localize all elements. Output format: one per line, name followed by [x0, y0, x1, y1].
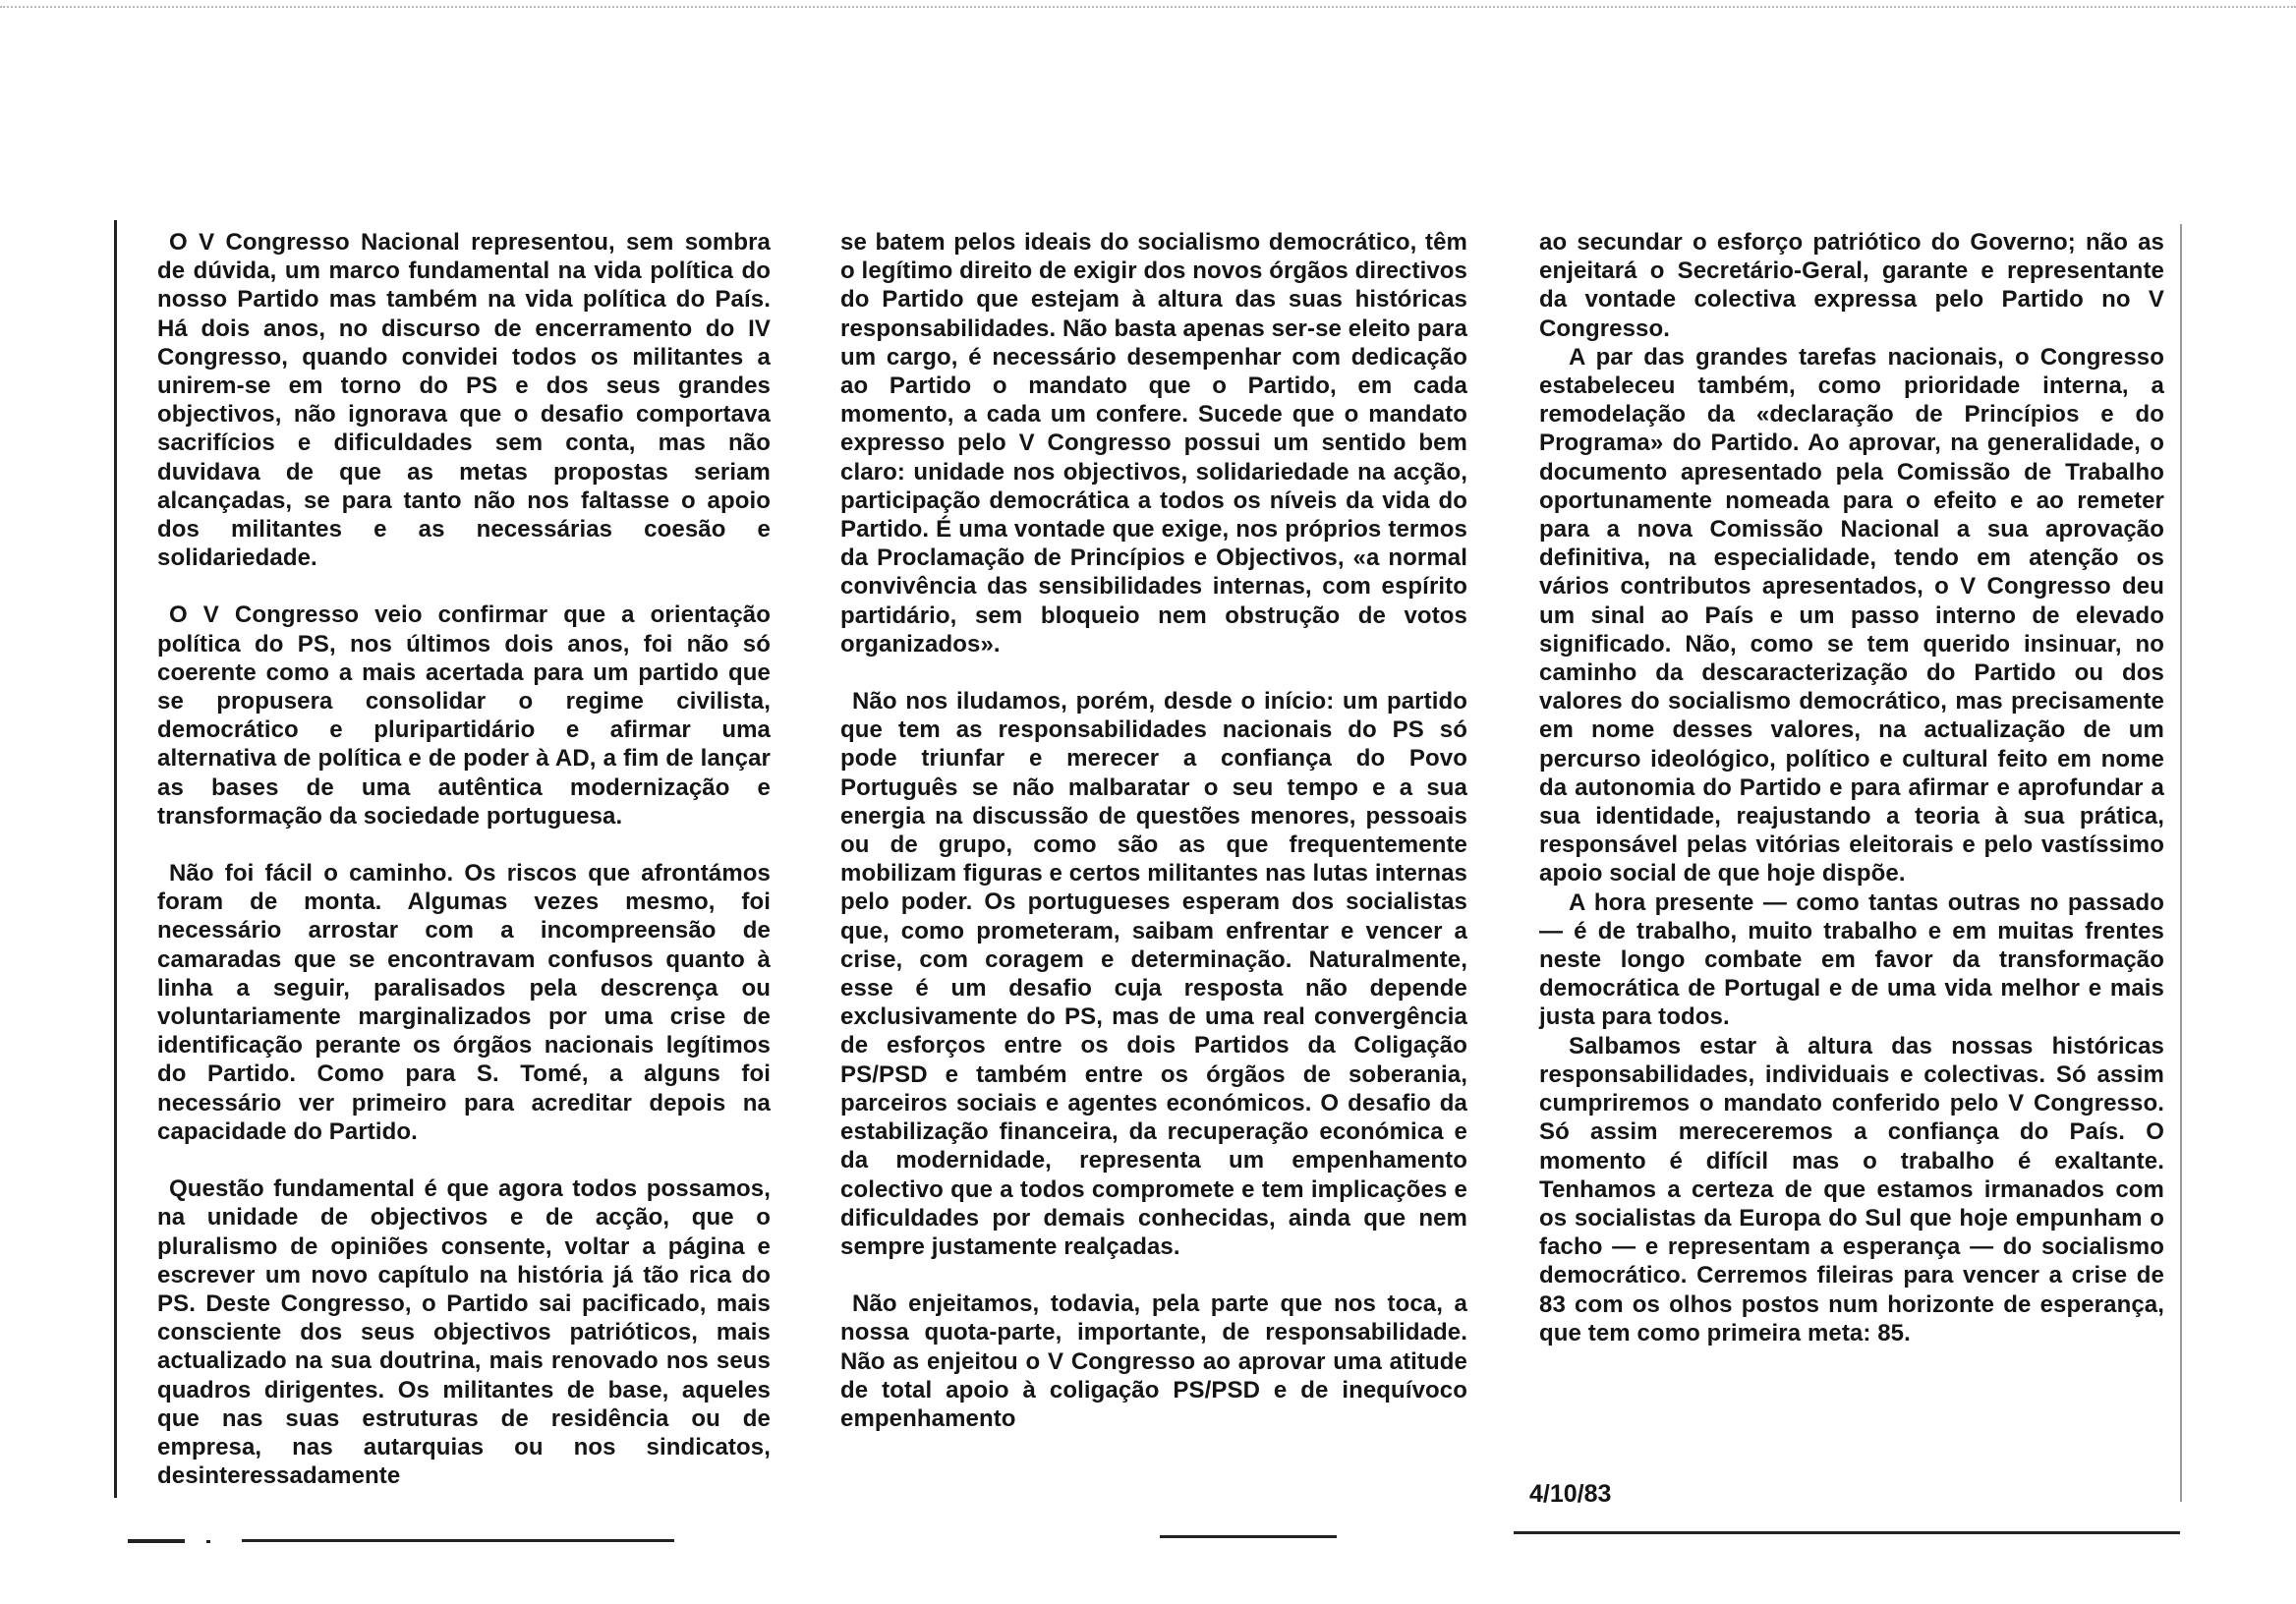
paragraph: Não nos iludamos, porém, desde o início: um partido que tem as responsabilidades nacionais do PS só pode triunfar e merecer a confiança do Povo Português se não malbaratar o seu tempo e a sua energia na discussão de questões menores, pessoais ou de grupo, como são as que frequentemente mobilizam figuras e certos militantes nas lutas internas pelo poder. Os portugueses esperam dos socialistas que, como prometeram, saibam enfrentar e vencer a crise, com coragem e determinação. Naturalmente, esse é um desafio cuja resposta não depende exclusivamente do PS, mas de uma real convergência de esforços entre os dois Partidos da Coligação PS/PSD e também entre os órgãos de soberania, parceiros sociais e agentes económicos. O desafio da estabilização financeira, da recuperação económica e da modernidade, representa um empenhamento colectivo que a todos compromete e tem implicações e dificuldades por demais conhecidas, ainda que nem sempre justamente realçadas.	[840, 688, 1467, 1260]
bottom-rule-segment	[1160, 1535, 1337, 1538]
bottom-rule-segment	[128, 1539, 185, 1543]
paragraph: O V Congresso Nacional representou, sem sombra de dúvida, um marco fundamental na vida política do nosso Partido mas também na vida política do País. Há dois anos, no discurso de encerramento do IV Congresso, quando convidei todos os militantes a unirem-se em torno do PS e dos seus grandes objectivos, não ignorava que o desafio comportava sacrifícios e dificuldades sem conta, mas não duvidava de que as metas propostas seriam alcançadas, se para tanto não nos faltasse o apoio dos militantes e as necessárias coesão e solidariedade.	[157, 229, 771, 572]
article-column-2	[840, 228, 1467, 1433]
left-column-rule	[114, 220, 117, 1498]
paragraph: Não enjeitamos, todavia, pela parte que nos toca, a nossa quota-parte, importante, de responsabilidade. Não as enjeitou o V Congresso ao aprovar uma atitude de total apoio à coligação PS/PSD e de inequívoco empenhamento	[840, 1290, 1467, 1432]
bottom-rule-segment	[1514, 1531, 2180, 1534]
article-column-1	[157, 228, 771, 1490]
paragraph: A par das grandes tarefas nacionais, o Congresso estabeleceu também, como prioridade interna, a remodelação da «declaração de Princípios e do Programa» do Partido. Ao aprovar, na generalidade, o documento apresentado pela Comissão de Trabalho oportunamente nomeada para o efeito e ao remeter para a nova Comissão Nacional a sua aprovação definitiva, na especialidade, tendo em atenção os vários contributos apresentados, o V Congresso deu um sinal ao País e um passo interno de elevado significado. Não, como se tem querido insinuar, no caminho da descaracterização do Partido ou dos valores do socialismo democrático, mas precisamente em nome desses valores, na actualização de um percurso ideológico, político e cultural feito em nome da autonomia do Partido e para afirmar e aprofundar a sua identidade, reajustando a teoria à sua prática, responsável pelas vitórias eleitorais e pelo vastíssimo apoio social de que hoje dispõe.	[1539, 343, 2164, 888]
paragraph: se batem pelos ideais do socialismo democrático, têm o legítimo direito de exigir dos novos órgãos directivos do Partido que estejam à altura das suas históricas responsabilidades. Não basta apenas ser-se eleito para um cargo, é necessário desempenhar com dedicação ao Partido o mandato que o Partido, em cada momento, a cada um confere. Sucede que o mandato expresso pelo V Congresso possui um sentido bem claro: unidade nos objectivos, solidariedade na acção, participação democrática a todos os níveis da vida do Partido. É uma vontade que exige, nos próprios termos da Proclamação de Princípios e Objectivos, «a normal convivência das sensibilidades internas, com espírito partidário, sem bloqueio nem obstrução de votos organizados».	[840, 229, 1467, 658]
bottom-rule-segment	[242, 1539, 674, 1542]
article-column-3	[1539, 228, 2164, 1347]
scan-edge-artifact	[0, 6, 2296, 9]
article-date: 4/10/83	[1529, 1480, 1612, 1508]
bottom-rule-dot	[206, 1540, 210, 1543]
paragraph: Questão fundamental é que agora todos possamos, na unidade de objectivos e de acção, que o pluralismo de opiniões consente, voltar a página e escrever um novo capítulo na história já tão rica do PS. Deste Congresso, o Partido sai pacificado, mais consciente dos seus objectivos patrióticos, mais actualizado na sua doutrina, mais renovado nos seus quadros dirigentes. Os militantes de base, aqueles que nas suas estruturas de residência ou de empresa, nas autarquias ou nos sindicatos, desinteressadamente	[157, 1175, 771, 1490]
paragraph: ao secundar o esforço patriótico do Governo; não as enjeitará o Secretário-Geral, garante e representante da vontade colectiva expressa pelo Partido no V Congresso.	[1539, 229, 2164, 342]
paragraph: O V Congresso veio confirmar que a orientação política do PS, nos últimos dois anos, foi não só coerente como a mais acertada para um partido que se propusera consolidar o regime civilista, democrático e pluripartidário e afirmar uma alternativa de política e de poder à AD, a fim de lançar as bases de uma autêntica modernização e transformação da sociedade portuguesa.	[157, 602, 771, 830]
paragraph: A hora presente — como tantas outras no passado — é de trabalho, muito trabalho e em muitas frentes neste longo combate em favor da transformação democrática de Portugal e de uma vida melhor e mais justa para todos.	[1539, 888, 2164, 1031]
right-edge-rule	[2180, 224, 2182, 1502]
paragraph: Não foi fácil o caminho. Os riscos que afrontámos foram de monta. Algumas vezes mesmo, foi necessário arrostar com a incompreensão de camaradas que se encontravam confusos quanto à linha a seguir, paralisados pela descrença ou voluntariamente marginalizados por uma crise de identificação perante os órgãos nacionais legítimos do Partido. Como para S. Tomé, a alguns foi necessário ver primeiro para acreditar depois na capacidade do Partido.	[157, 860, 771, 1145]
paragraph: Salbamos estar à altura das nossas históricas responsabilidades, individuais e colectivas. Só assim cumpriremos o mandato conferido pelo V Congresso. Só assim mereceremos a confiança do País. O momento é difícil mas o trabalho é exaltante. Tenhamos a certeza de que estamos irmanados com os socialistas da Europa do Sul que hoje empunham o facho — e representam a esperança — do socialismo democrático. Cerremos fileiras para vencer a crise de 83 com os olhos postos num horizonte de esperança, que tem como primeira meta: 85.	[1539, 1032, 2164, 1346]
